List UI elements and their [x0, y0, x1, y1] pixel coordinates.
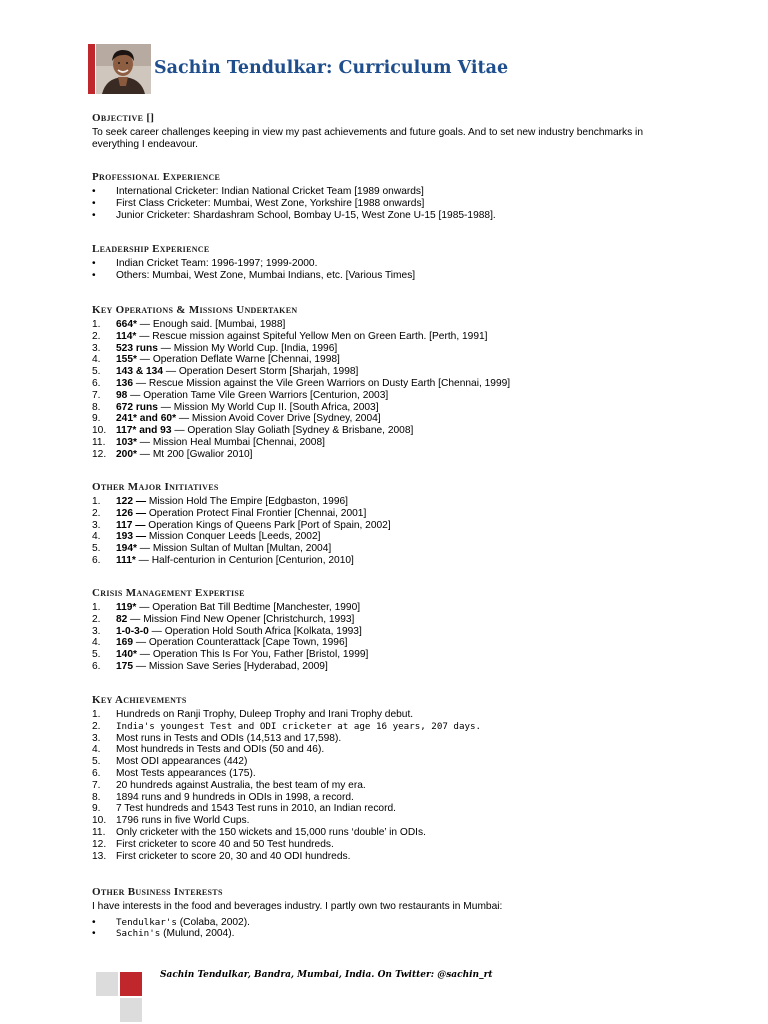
- list-item-text: — Operation Deflate Warne [Chennai, 1998]: [136, 354, 340, 366]
- list-item: [92, 270, 672, 282]
- bullet-icon: •: [92, 269, 96, 281]
- list-number: 4.: [92, 531, 101, 543]
- list-item: [92, 413, 672, 425]
- list-item: [92, 780, 672, 792]
- list-item-text: — Enough said. [Mumbai, 1988]: [136, 319, 286, 330]
- list-item-text: — Operation Desert Storm [Sharjah, 1998]: [163, 366, 359, 378]
- profile-photo: [96, 44, 151, 94]
- leadership-section: [92, 243, 672, 282]
- list-item: [92, 851, 672, 863]
- list-number: 10.: [92, 815, 107, 827]
- list-item: [92, 508, 672, 520]
- list-item-text: — Mission My World Cup II. [South Africa, 2003]: [157, 401, 379, 413]
- list-number: 9.: [92, 803, 101, 815]
- score: 1-0-3-0: [116, 625, 149, 637]
- list-item: [92, 709, 672, 721]
- score: 241* and 60*: [116, 413, 177, 425]
- bullet-icon: •: [92, 186, 96, 197]
- list-item-text: 1796 runs in five World Cups.: [116, 815, 250, 827]
- list-number: 9.: [92, 413, 101, 425]
- list-number: 6.: [92, 660, 101, 672]
- bullet-icon: •: [92, 928, 96, 940]
- list-item: [92, 331, 672, 343]
- score: 117 —: [116, 519, 146, 531]
- list-item: [92, 626, 672, 638]
- crisis-list: [92, 602, 672, 673]
- list-item: [92, 733, 672, 745]
- leadership-heading: Leadership Experience: [92, 243, 210, 255]
- list-item: [92, 803, 672, 815]
- initiatives-heading: Other Major Initiatives: [92, 481, 219, 493]
- list-item-text: Others: Mumbai, West Zone, Mumbai Indians, etc. [Various Times]: [116, 269, 416, 281]
- list-item-text: Mission Hold The Empire [Edgbaston, 1996]: [146, 496, 348, 507]
- list-number: 3.: [92, 732, 101, 744]
- list-item-text: — Rescue Mission against the Vile Green Warriors on Dusty Earth [Chennai, 1999]: [133, 377, 511, 389]
- score: 122 —: [116, 496, 147, 507]
- restaurant-name: Sachin's: [116, 928, 161, 940]
- list-item-text: — Operation Hold South Africa [Kolkata, 1993]: [148, 625, 362, 637]
- list-item: [92, 827, 672, 839]
- list-item-text: Mission Conquer Leeds [Leeds, 2002]: [146, 531, 321, 543]
- list-number: 5.: [92, 366, 101, 378]
- footer-text: Sachin Tendulkar, Bandra, Mumbai, India. On Twitter: @sachin_rt: [160, 970, 493, 980]
- list-item-text: — Mission Save Series [Hyderabad, 2009]: [133, 660, 328, 672]
- list-item: [92, 366, 672, 378]
- crisis-section: [92, 587, 672, 673]
- business-text: I have interests in the food and beverages industry. I partly own two restaurants in Mumbai:: [92, 901, 503, 912]
- list-number: 12.: [92, 448, 107, 460]
- list-number: 2.: [92, 330, 101, 342]
- leadership-list: [92, 258, 672, 282]
- list-item: [92, 792, 672, 804]
- score: 117* and 93: [116, 425, 172, 437]
- score: 98: [116, 389, 128, 401]
- score: 143 & 134: [116, 366, 164, 378]
- professional-list: [92, 186, 672, 221]
- list-item-text: — Operation Slay Goliath [Sydney & Brisbane, 2008]: [171, 425, 414, 437]
- list-item-text: Most runs in Tests and ODIs (14,513 and 17,598).: [116, 732, 342, 744]
- list-item: [92, 602, 672, 614]
- list-item: [92, 449, 672, 461]
- list-item: [92, 815, 672, 827]
- bullet-icon: •: [92, 916, 96, 928]
- list-item: [92, 425, 672, 437]
- footer-square-grey: [96, 972, 118, 996]
- list-number: 3.: [92, 342, 101, 354]
- list-number: 6.: [92, 554, 101, 566]
- achievements-heading: Key Achievements: [92, 694, 187, 706]
- list-number: 7.: [92, 389, 101, 401]
- list-item-text: — Rescue mission against Spiteful Yellow Men on Green Earth. [Perth, 1991]: [136, 330, 488, 342]
- initiatives-section: [92, 481, 672, 567]
- list-item: [92, 614, 672, 626]
- portrait-image: [96, 44, 151, 94]
- score: 111*: [116, 554, 136, 566]
- list-item: [92, 917, 672, 929]
- list-item: [92, 661, 672, 673]
- score: 200*: [116, 448, 137, 460]
- list-item: [92, 319, 672, 331]
- list-number: 8.: [92, 791, 101, 803]
- restaurant-name: Tendulkar's: [116, 916, 177, 928]
- list-item-text: (Mulund, 2004).: [160, 928, 235, 940]
- list-number: 2.: [92, 613, 101, 625]
- list-item-text: Operation Kings of Queens Park [Port of Spain, 2002]: [145, 519, 391, 531]
- list-item-text: — Half-centurion in Centurion [Centurion, 2010]: [135, 554, 354, 566]
- list-item: [92, 531, 672, 543]
- list-item-text: 1894 runs and 9 hundreds in ODIs in 1998, a record.: [116, 791, 354, 803]
- objective-text: To seek career challenges keeping in view my past achievements and future goals. And to set new industry benchmarks in everything I endeavour.: [92, 127, 643, 150]
- bullet-icon: •: [92, 197, 96, 209]
- list-number: 10.: [92, 425, 107, 437]
- score: 82: [116, 613, 128, 625]
- list-item-text: — Operation Bat Till Bedtime [Manchester, 1990]: [136, 602, 361, 613]
- score: 672 runs: [116, 401, 158, 413]
- list-item-text: Most hundreds in Tests and ODIs (50 and 46).: [116, 744, 325, 756]
- score: 523 runs: [116, 342, 158, 354]
- list-item-text: First cricketer to score 40 and 50 Test hundreds.: [116, 838, 334, 850]
- professional-section: [92, 171, 672, 221]
- achievements-list: [92, 709, 672, 862]
- professional-heading: Professional Experience: [92, 171, 221, 183]
- list-item: [92, 768, 672, 780]
- header-red-bar: [88, 44, 95, 94]
- list-item-text: — Mission Sultan of Multan [Multan, 2004]: [136, 543, 332, 555]
- list-number: 5.: [92, 649, 101, 661]
- list-item-text: First cricketer to score 20, 30 and 40 ODI hundreds.: [116, 850, 351, 862]
- score: 169: [116, 637, 133, 649]
- list-number: 7.: [92, 779, 101, 791]
- crisis-heading: Crisis Management Expertise: [92, 587, 245, 599]
- footer-square-grey: [120, 998, 142, 1022]
- list-item: [92, 343, 672, 355]
- list-item-text: — Operation Tame Vile Green Warriors [Centurion, 2003]: [127, 389, 389, 401]
- list-item: [92, 354, 672, 366]
- list-item: [92, 839, 672, 851]
- list-number: 4.: [92, 744, 101, 756]
- score: 103*: [116, 436, 137, 448]
- score: 119*: [116, 602, 137, 613]
- list-number: 3.: [92, 519, 101, 531]
- business-list: [92, 917, 672, 941]
- score: 193 —: [116, 531, 147, 543]
- score: 126 —: [116, 507, 147, 519]
- list-item: [92, 437, 672, 449]
- operations-section: [92, 304, 672, 461]
- list-item-text: (Colaba, 2002).: [176, 916, 250, 928]
- list-number: 5.: [92, 543, 101, 555]
- list-number: 2.: [92, 507, 101, 519]
- initiatives-list: [92, 496, 672, 567]
- list-item: [92, 198, 672, 210]
- list-item-text: Junior Cricketer: Shardashram School, Bombay U-15, West Zone U-15 [1985-1988].: [116, 209, 496, 221]
- list-item: [92, 756, 672, 768]
- score: 114*: [116, 330, 137, 342]
- list-item: [92, 258, 672, 270]
- list-item: [92, 649, 672, 661]
- list-item: [92, 721, 672, 733]
- achievements-section: [92, 694, 672, 862]
- page-title: Sachin Tendulkar: Curriculum Vitae: [154, 58, 509, 78]
- list-number: 1.: [92, 319, 101, 330]
- list-number: 3.: [92, 625, 101, 637]
- list-item-text: Hundreds on Ranji Trophy, Duleep Trophy and Irani Trophy debut.: [116, 709, 414, 720]
- list-item: [92, 186, 672, 198]
- list-item-text: Indian Cricket Team: 1996-1997; 1999-2000.: [116, 258, 318, 269]
- list-item-text: — Operation This Is For You, Father [Bristol, 1999]: [136, 649, 369, 661]
- objective-section: [92, 112, 672, 150]
- business-section: [92, 886, 672, 940]
- list-number: 2.: [92, 720, 101, 732]
- list-number: 12.: [92, 838, 107, 850]
- list-item: [92, 928, 672, 940]
- list-item-text: — Mission My World Cup. [India, 1996]: [157, 342, 338, 354]
- list-item-text: — Operation Counterattack [Cape Town, 1996]: [133, 637, 348, 649]
- operations-heading: Key Operations & Missions Undertaken: [92, 304, 298, 316]
- list-number: 4.: [92, 637, 101, 649]
- score: 175: [116, 660, 133, 672]
- list-item: [92, 543, 672, 555]
- list-number: 8.: [92, 401, 101, 413]
- list-number: 6.: [92, 767, 101, 779]
- objective-heading: Objective []: [92, 112, 155, 124]
- list-item-text: — Mt 200 [Gwalior 2010]: [136, 448, 253, 460]
- business-heading: Other Business Interests: [92, 886, 223, 898]
- list-item-text: Operation Protect Final Frontier [Chennai, 2001]: [146, 507, 367, 519]
- list-number: 6.: [92, 377, 101, 389]
- list-item: [92, 555, 672, 567]
- list-item-text: 20 hundreds against Australia, the best team of my era.: [116, 779, 366, 791]
- list-item-text: — Mission Heal Mumbai [Chennai, 2008]: [136, 436, 325, 448]
- list-item: [92, 744, 672, 756]
- list-number: 5.: [92, 756, 101, 768]
- list-item-text: First Class Cricketer: Mumbai, West Zone, Yorkshire [1988 onwards]: [116, 197, 425, 209]
- score: 194*: [116, 543, 137, 555]
- list-number: 11.: [92, 436, 106, 448]
- list-item: [92, 210, 672, 222]
- list-item-text: — Mission Find New Opener [Christchurch, 1993]: [127, 613, 355, 625]
- score: 140*: [116, 649, 137, 661]
- list-item-text: Only cricketer with the 150 wickets and 15,000 runs ‘double’ in ODIs.: [116, 826, 426, 838]
- list-number: 1.: [92, 602, 101, 613]
- list-item: [92, 402, 672, 414]
- footer-square-red: [120, 972, 142, 996]
- list-number: 1.: [92, 496, 101, 507]
- list-item-text: India's youngest Test and ODI cricketer at age 16 years, 207 days.: [116, 720, 482, 732]
- score: 664*: [116, 319, 137, 330]
- list-item-text: International Cricketer: Indian National Cricket Team [1989 onwards]: [116, 186, 424, 197]
- operations-list: [92, 319, 672, 461]
- score: 155*: [116, 354, 137, 366]
- list-item-text: 7 Test hundreds and 1543 Test runs in 2010, an Indian record.: [116, 803, 396, 815]
- list-number: 4.: [92, 354, 101, 366]
- list-item: [92, 520, 672, 532]
- list-item: [92, 390, 672, 402]
- list-item-text: — Mission Avoid Cover Drive [Sydney, 2004]: [176, 413, 381, 425]
- list-item-text: Most Tests appearances (175).: [116, 767, 256, 779]
- list-item: [92, 637, 672, 649]
- score: 136: [116, 377, 133, 389]
- bullet-icon: •: [92, 209, 96, 221]
- list-item: [92, 496, 672, 508]
- bullet-icon: •: [92, 258, 96, 269]
- list-number: 13.: [92, 850, 107, 862]
- list-number: 11.: [92, 826, 106, 838]
- list-item-text: Most ODI appearances (442): [116, 756, 248, 768]
- list-item: [92, 378, 672, 390]
- list-number: 1.: [92, 709, 101, 720]
